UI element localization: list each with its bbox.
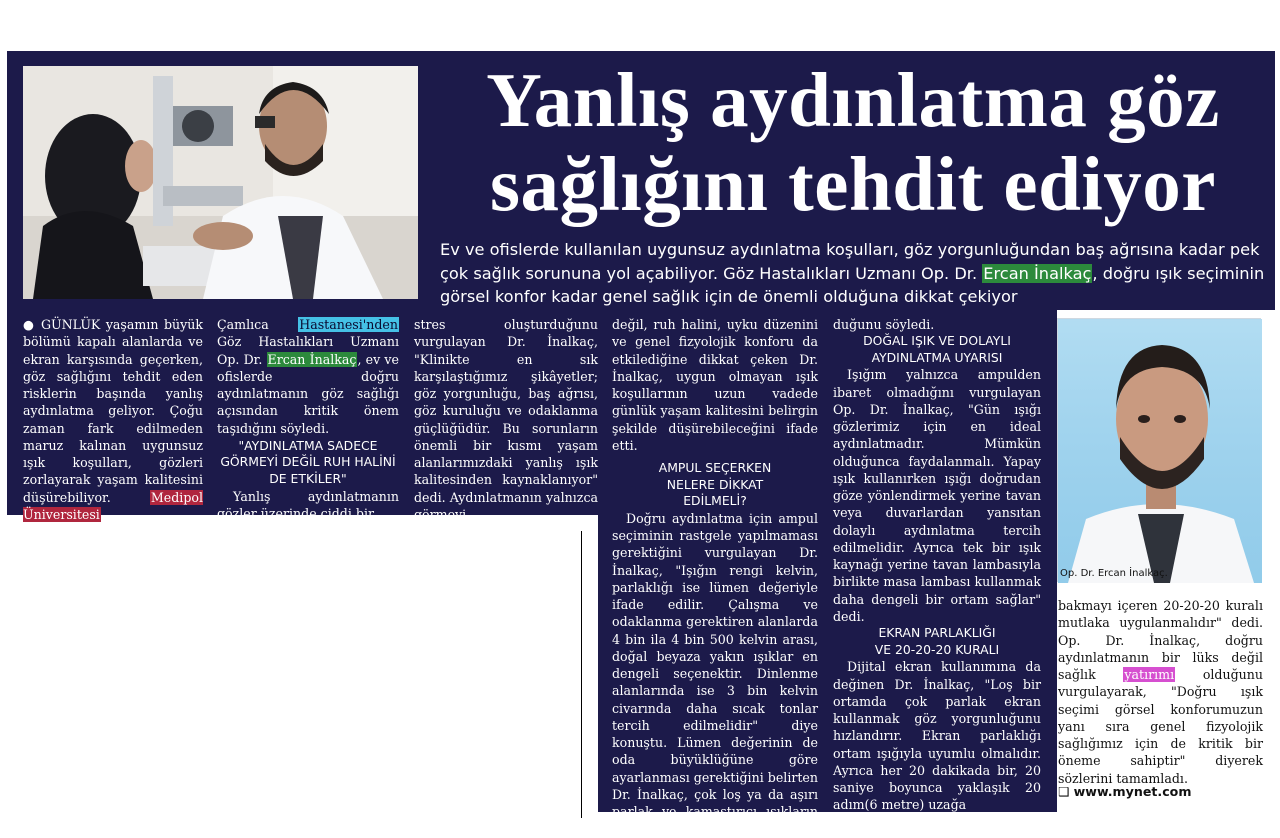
column-4-text-2: Doğru aydınlatma için ampul seçiminin rastgele yapılmaması gerektiğini vurgulayan Dr. İnalkaç, "Işığın rengi kelvin, parlaklığı ise lümen değeriyle ifade edilir. Çalışma ve odaklanma gerektiren alanlarda 4 bin ila 4 bin 500 kelvin arası, doğal beyaza yakın ışıklar en dengeli seçenektir. Dinlenme alanlarında ise 3 bin kelvin civarında daha sıcak tonlar tercih edilmelidir" diye konuştu. Lümen değerinin de oda büyüklüğüne göre ayarlanması gerektiğini belirten Dr. İnalkaç, çok loş ya da aşırı parlak ve kamaştırıcı ışıkların gözleri daha hızlı yor- bbox=[612, 510, 818, 837]
column-6-highlight: yatırımı bbox=[1124, 667, 1175, 682]
column-4 bbox=[612, 316, 818, 838]
column-2-text-1: Çamlıca bbox=[217, 317, 299, 332]
column-2-text-3: , ev ve ofislerde doğru aydınlatmanın göz sağlığı açısından kritik önem taşıdığını söyledi. bbox=[217, 351, 399, 436]
headline bbox=[438, 58, 1268, 226]
column-4-text-1: değil, ruh halini, uyku düzenini ve genel fizyolojik konforu da etkilediğine dikkat çeken Dr. İnalkaç, uygun olmayan ışık koşullarının uzun vadede günlük yaşam kalitesini belirgin şekilde düşürebileceğini ifade etti. bbox=[612, 317, 818, 453]
column-5-text-1: duğunu söyledi. bbox=[833, 317, 935, 332]
column-2-highlight-name: Ercan İnalkaç bbox=[267, 351, 357, 367]
subheading-1: "AYDINLATMA SADECE GÖRMEYİ DEĞİL RUH HALİNİ DE ETKİLER" bbox=[220, 437, 396, 486]
column-5-text-2: Işığım yalnızca ampulden ibaret olmadığını vurgulayan Op. Dr. İnalkaç, "Gün ışığı gözlerimiz için en ideal aydınlatmadır. Mümkün olduğunca faydalanmalı. Yapay ışık kullanırken ışığı doğrudan göze yönlendirmek yerine tavan veya duvarlardan yansıtan dolaylı aydınlatma tercih edilmelidir. Ayrıca tek bir ışık kaynağı yerine tavan lambasıyla birlikte masa lambası kullanmak daha dengeli bir ortam sağlar" dedi. bbox=[833, 367, 1041, 624]
column-2-text-2: Göz Hastalıkları Uzmanı Op. Dr. bbox=[217, 334, 399, 367]
column-1-highlight: Medipol Üniversitesi bbox=[23, 489, 203, 522]
column-6 bbox=[1058, 597, 1263, 787]
doctor-portrait-photo bbox=[1057, 318, 1261, 582]
headline-line-2: sağlığını tehdit ediyor bbox=[490, 141, 1216, 227]
subheading-3: DOĞAL IŞIK VE DOLAYLI AYDINLATMA UYARISI bbox=[863, 333, 1011, 365]
subheading-2: AMPUL SEÇERKEN NELERE DİKKAT EDİLMELİ? bbox=[658, 460, 772, 509]
column-1 bbox=[23, 316, 203, 523]
column-5-text-3: Dijital ekran kullanımına da değinen Dr. İnalkaç, "Loş bir ortamda çok parlak ekran kullanmak göz yorgunluğunu hızlandırır. Ekran parlaklığı ortam ışığıyla uyumlu olmalıdır. Ayrıca her 20 dakikada bir, 20 saniye boyunca yaklaşık 20 adım(6 metre) uzağa bbox=[833, 659, 1041, 813]
column-divider bbox=[581, 531, 582, 818]
lead-text-2: , doğru ışık seçiminin görsel konfor kadar genel sağlık için de önemli olduğuna dikkat çekiyor bbox=[440, 263, 1265, 306]
source-credit: ❑ www.mynet.com bbox=[1058, 784, 1192, 799]
lead-text-1: Ev ve ofislerde kullanılan uygunsuz aydınlatma koşulları, göz yorgunluğundan baş ağrısına kadar pek çok sağlık sorununa yol açabiliyor. Göz Hastalıkları Uzmanı Op. Dr. bbox=[440, 240, 1260, 283]
column-2-text-4: Yanlış aydınlatmanın gözler üzerinde ciddi bir bbox=[217, 488, 399, 521]
subheading-4: EKRAN PARLAKLIĞI VE 20-20-20 KURALI bbox=[874, 625, 1000, 657]
column-3 bbox=[414, 316, 598, 523]
column-3-text: stres oluşturduğunu vurgulayan Dr. İnalkaç, "Klinikte en sık karşılaştığımız şikâyetler; göz yorgunluğu, baş ağrısı, göz kuruluğu ve odaklanma güçlüğüdür. Bu sorunların önemli bir kısmı yaşam alanlarımızdaki yanlış ışık kalitesinden kaynaklanıyor" dedi. Aydınlatmanın yalnızca görmeyi bbox=[414, 317, 598, 522]
navy-strip-right bbox=[1045, 310, 1057, 320]
lead-name-highlight: Ercan İnalkaç bbox=[983, 263, 1092, 283]
lead-paragraph bbox=[440, 238, 1270, 309]
column-5 bbox=[833, 316, 1041, 814]
column-6-text-2: olduğunu vurgulayarak, "Doğru ışık seçimi görsel konforumuzun yanı sıra genel fizyolojik sağlığımız için de kritik bir öneme sahiptir" diyerek sözlerini tamamladı. bbox=[1058, 667, 1263, 786]
eye-exam-photo bbox=[23, 66, 418, 299]
column-6-text-1: bakmayı içeren 20-20-20 kuralı mutlaka uygulanmalıdır" dedi. Op. Dr. İnalkaç, doğru aydınlatmanın bir lüks değil sağlık bbox=[1058, 598, 1263, 682]
portrait-caption: Op. Dr. Ercan İnalkaç. bbox=[1060, 568, 1168, 579]
column-2 bbox=[217, 316, 399, 522]
column-2-highlight-hospital: Hastanesi'nden bbox=[299, 317, 398, 332]
headline-line-1: Yanlış aydınlatma göz bbox=[486, 57, 1220, 143]
column-1-text: ● GÜNLÜK yaşamın büyük bölümü kapalı alanlarda ve ekran karşısında geçerken, göz sağlığını tehdit eden risklerin başında yanlış aydınlatma geliyor. Çoğu zaman fark edilmeden maruz kalınan uygunsuz ışık koşulları, gözleri zorlayarak yaşam kalitesini düşürebiliyor. bbox=[23, 317, 203, 505]
